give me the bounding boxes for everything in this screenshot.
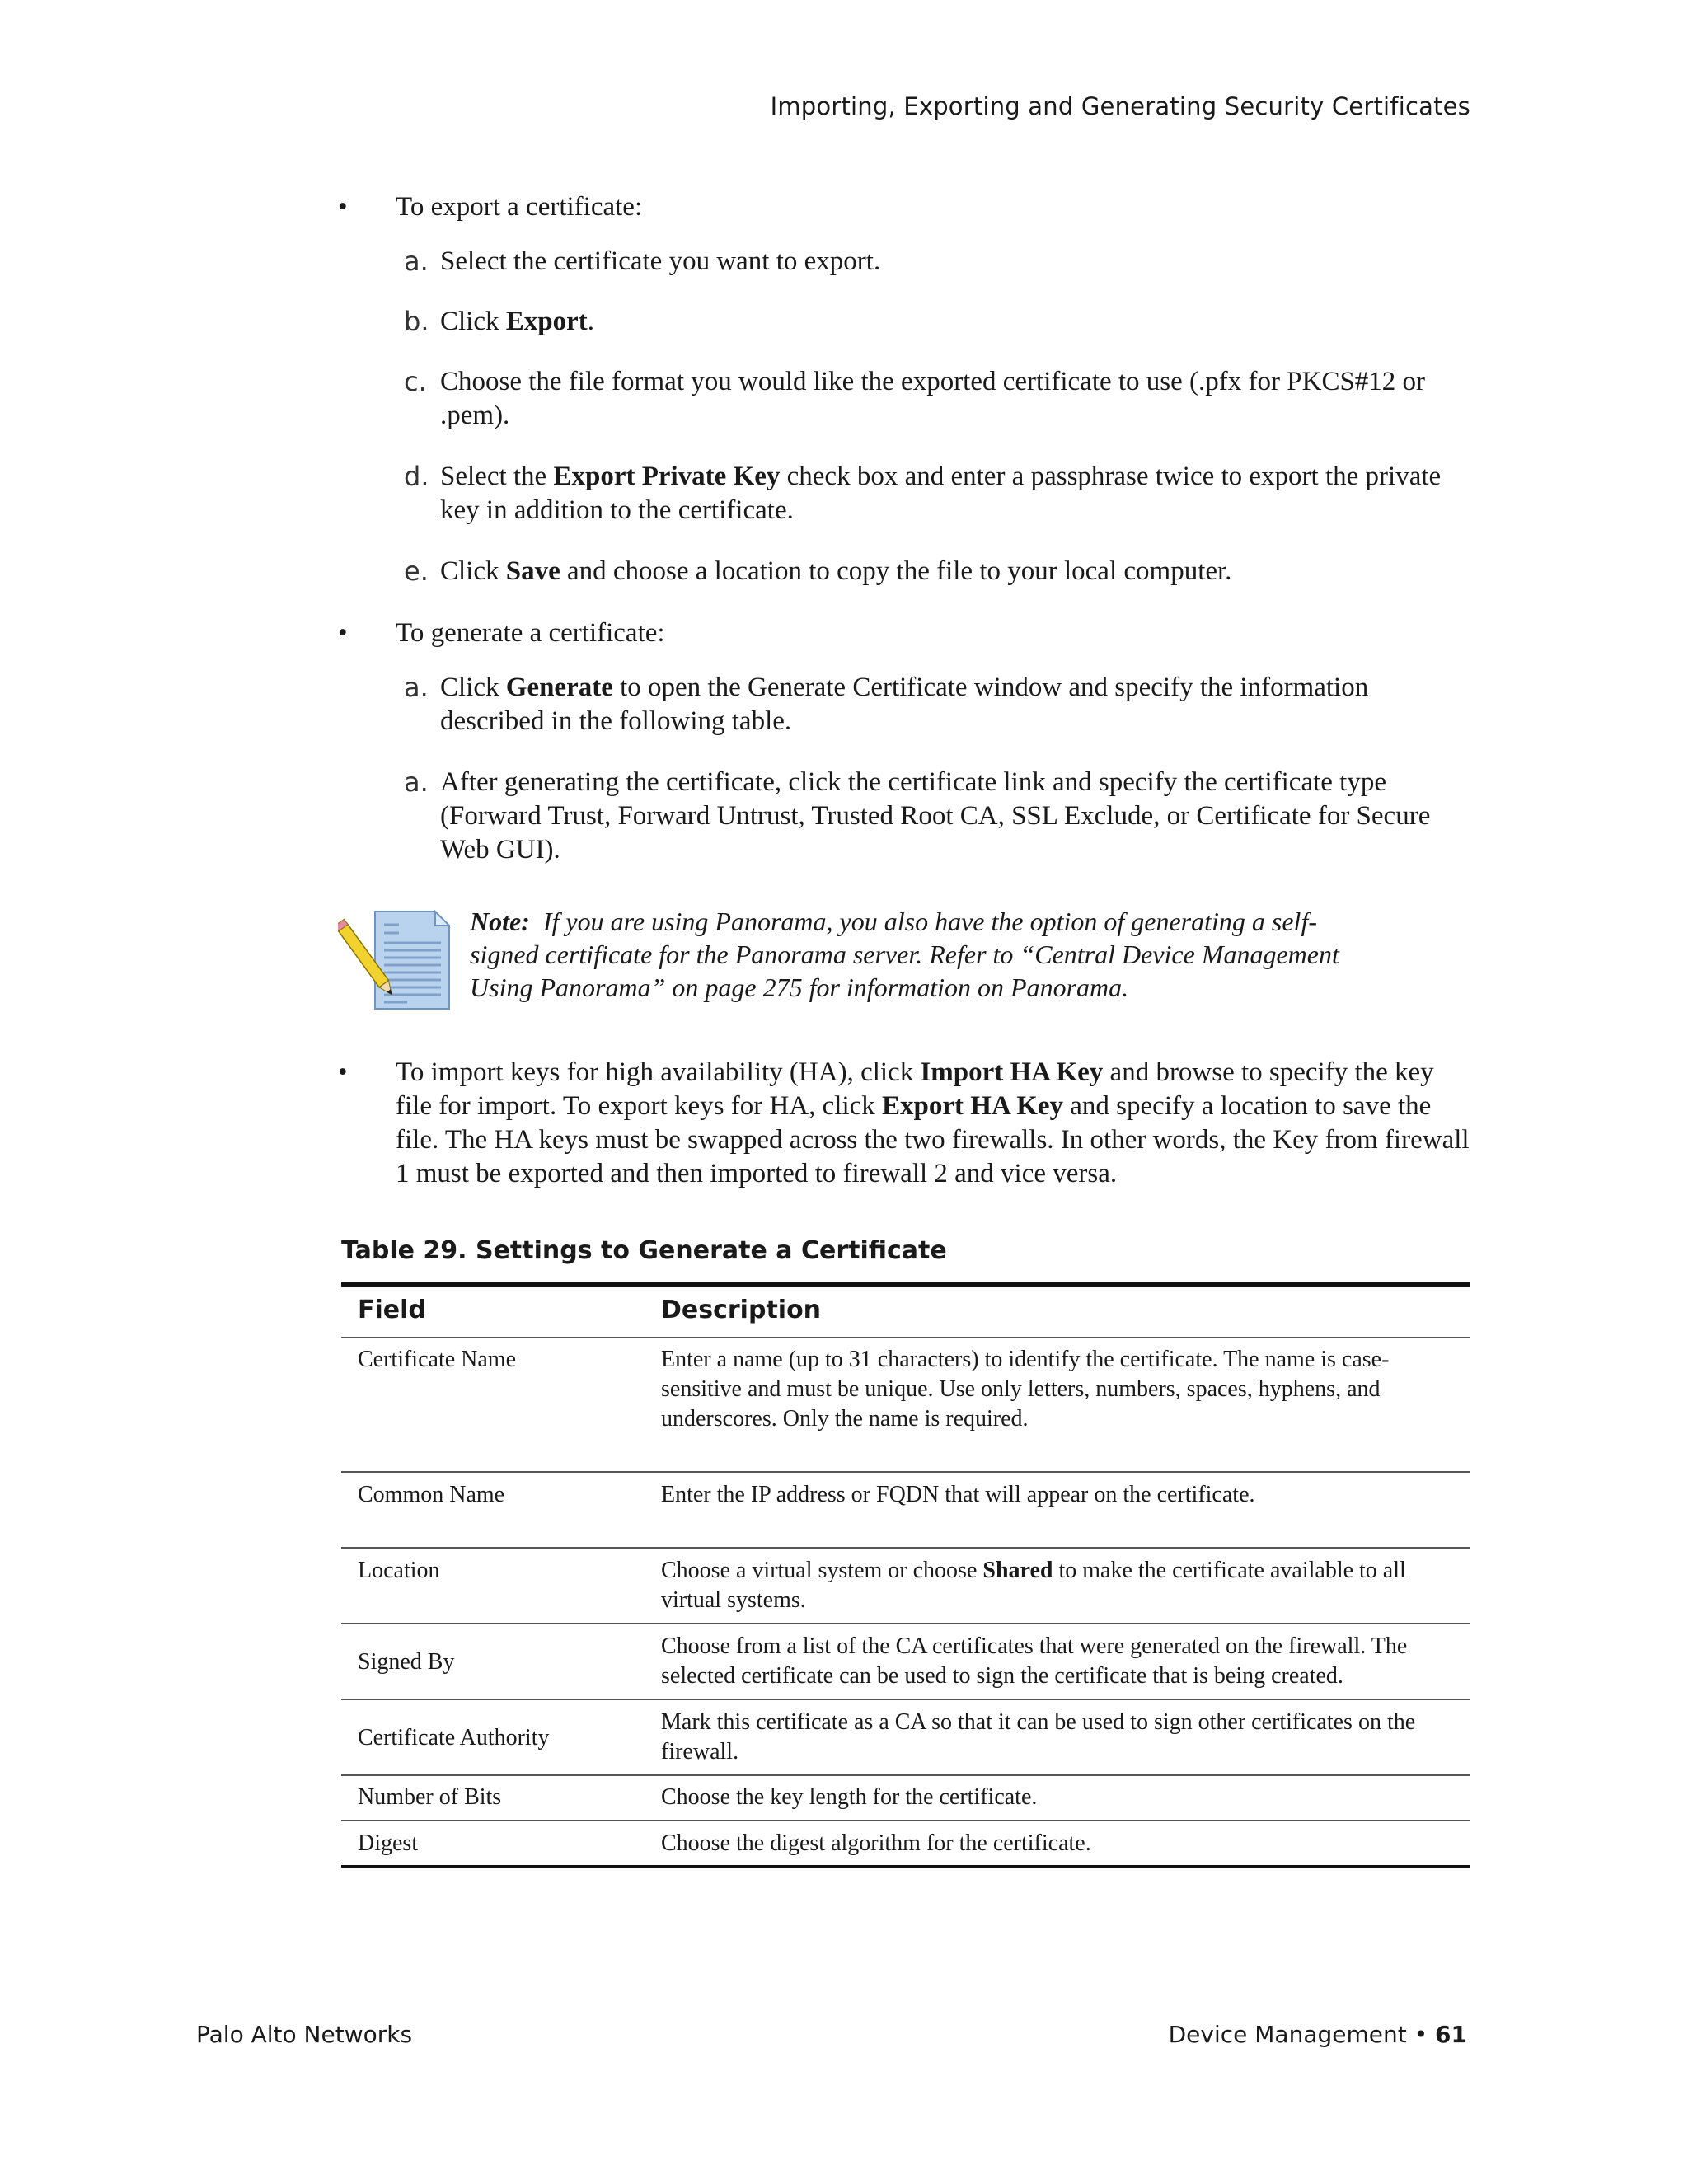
table-row-description: Choose the digest algorithm for the certificate. — [661, 1830, 1091, 1856]
table-row-field: Number of Bits — [358, 1784, 502, 1810]
row-rule — [341, 1623, 1470, 1624]
table-title: Table 29. Settings to Generate a Certificate — [341, 1236, 947, 1265]
export-step — [404, 555, 1459, 588]
table-row-description: Choose a virtual system or choose Shared to make the certificate available to all virtual systems. — [661, 1558, 1406, 1613]
table-row-description: Choose from a list of the CA certificates that were generated on the firewall. The selected certificate can be used to sign the certificate that is being created. — [661, 1633, 1408, 1689]
table-row-description: Enter the IP address or FQDN that will appear on the certificate. — [661, 1482, 1255, 1507]
row-rule — [341, 1820, 1470, 1821]
table-row-description: Enter a name (up to 31 characters) to identify the certificate. The name is case-sensitive and must be unique. Use only letters, numbers, spaces, hyphens, and underscores. Only the name is required. — [661, 1347, 1390, 1432]
step-letter: a. — [404, 246, 429, 277]
row-rule — [341, 1774, 1470, 1776]
row-rule — [341, 1547, 1470, 1549]
step-text: Select the certificate you want to export. — [440, 246, 881, 276]
table-bottom-rule — [341, 1865, 1470, 1868]
generate-step — [404, 671, 1459, 738]
step-letter: a. — [404, 766, 429, 798]
table-top-rule — [341, 1282, 1470, 1287]
table-row-description: Mark this certificate as a CA so that it can be used to sign other certificates on the firewall. — [661, 1709, 1416, 1765]
generate-bullet-item — [338, 616, 1475, 650]
generate-intro: To generate a certificate: — [396, 618, 665, 648]
export-step — [404, 460, 1459, 527]
step-letter: e. — [404, 555, 429, 587]
step-text: Choose the file format you would like the exported certificate to use (.pfx for PKCS#12 or .pem). — [440, 367, 1426, 430]
export-step — [404, 305, 1459, 339]
row-rule — [341, 1699, 1470, 1700]
step-text: Click Generate to open the Generate Certificate window and specify the information described in the following table. — [440, 673, 1369, 736]
step-text: Select the Export Private Key check box and enter a passphrase twice to export the private key in addition to the certificate. — [440, 462, 1442, 525]
table-row-field: Certificate Name — [358, 1347, 517, 1372]
table-row-field: Common Name — [358, 1482, 505, 1507]
step-letter: b. — [404, 306, 429, 337]
ha-text: To import keys for high availability (HA), click Import HA Key and browse to specify the key file for import. To export keys for HA, click Export HA Key and specify a location to save the file. The HA keys must be swapped across the two firewalls. In other words, the Key from firewall 1 must be exported and then imported to firewall 2 and vice versa. — [396, 1057, 1470, 1188]
bullet-marker: • — [338, 192, 348, 222]
generate-step — [404, 766, 1459, 867]
header-field: Field — [358, 1296, 426, 1324]
header-description: Description — [661, 1296, 822, 1324]
bullet-marker: • — [338, 1057, 348, 1087]
table-row-field: Certificate Authority — [358, 1725, 550, 1750]
export-step — [404, 245, 1459, 279]
note-pencil-icon — [338, 900, 453, 1024]
step-text: Click Export. — [440, 307, 594, 336]
step-letter: c. — [404, 366, 427, 397]
bullet-marker: • — [338, 618, 348, 648]
export-intro: To export a certificate: — [396, 192, 643, 222]
step-letter: a. — [404, 672, 429, 703]
footer-company: Palo Alto Networks — [196, 2021, 413, 2048]
footer-page: Device Management • 61 — [1168, 2021, 1467, 2048]
table-row-field: Digest — [358, 1830, 419, 1856]
table-row-field: Location — [358, 1558, 440, 1583]
note-callout — [338, 900, 1492, 1024]
table-row-description: Choose the key length for the certificate. — [661, 1784, 1038, 1810]
running-header: Importing, Exporting and Generating Security Certificates — [770, 92, 1470, 120]
export-step — [404, 365, 1459, 433]
ha-bullet-item — [338, 1056, 1475, 1191]
export-bullet-item — [338, 190, 1475, 224]
note-text: Note: If you are using Panorama, you also have the option of generating a self-signed certificate for the Panorama server. Refer to “Central Device Management Using Panorama” on page 275 for information on Panorama. — [470, 907, 1339, 1002]
header-rule — [341, 1337, 1470, 1338]
row-rule — [341, 1471, 1470, 1473]
step-letter: d. — [404, 461, 429, 492]
step-text: Click Save and choose a location to copy the file to your local computer. — [440, 556, 1232, 586]
step-text: After generating the certificate, click the certificate link and specify the certificate type (Forward Trust, Forward Untrust, Trusted Root CA, SSL Exclude, or Certificate for Secure Web GUI). — [440, 767, 1431, 865]
table-row-field: Signed By — [358, 1649, 455, 1675]
